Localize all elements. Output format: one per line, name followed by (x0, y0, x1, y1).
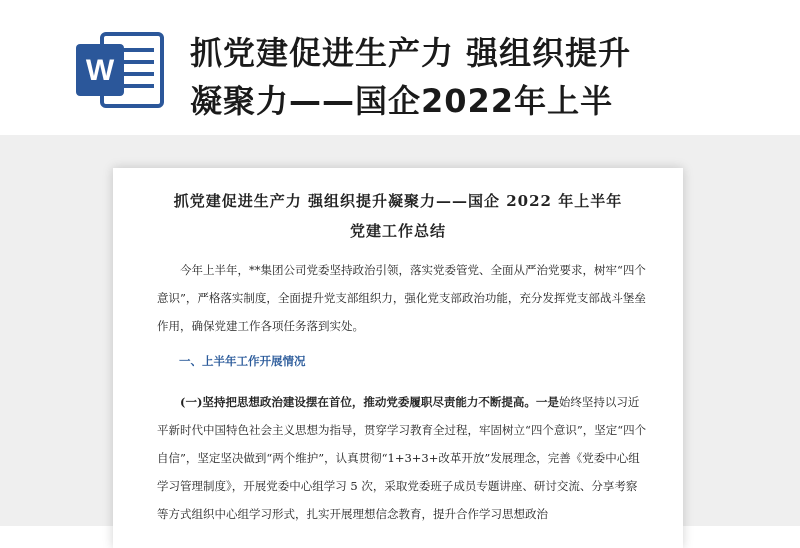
paragraph-lead: (一)坚持把思想政治建设摆在首位，推动党委履职尽责能力不断提高。 (180, 395, 536, 409)
header-title-line-2: 凝聚力——国企2022年上半 (190, 82, 614, 120)
paragraph-marker: 一是 (535, 395, 559, 409)
word-doc-icon (74, 30, 166, 110)
word-icon-letter: W (85, 54, 115, 87)
document-page (113, 168, 683, 548)
document-title-line-1: 抓党建促进生产力 强组织提升凝聚力——国企 2022 年上半年 (173, 192, 623, 210)
document-title-line-2: 党建工作总结 (349, 222, 446, 240)
paragraph-text: 始终坚持以习近平新时代中国特色社会主义思想为指导，贯穿学习教育全过程，牢固树立“四个意识”，坚定“四个自信”，坚定坚决做到“两个维护”，认真贯彻“1+3+3+改革开放”发展理念，完善《党委中心组学习管理制度》，开展党委中心组学习 5 次，采取党委班子成员专题讲座、研讨交流、分享考察等方式组织中心组学习形式，扎实开展理想信念教育，提升合作学习思想政治 (157, 395, 647, 521)
body-paragraph (157, 388, 647, 528)
header-title-line-1: 抓党建促进生产力 强组织提升 (190, 34, 632, 72)
intro-paragraph: 今年上半年，**集团公司党委坚持政治引领，落实党委管党、全面从严治党要求，树牢“四个意识”，严格落实制度，全面提升党支部组织力，强化党支部政治功能，充分发挥党支部战斗堡垒作用，确保党建工作各项任务落到实处。 (157, 263, 646, 333)
section-heading: 一、上半年工作开展情况 (179, 354, 306, 368)
header-bar (0, 0, 800, 135)
